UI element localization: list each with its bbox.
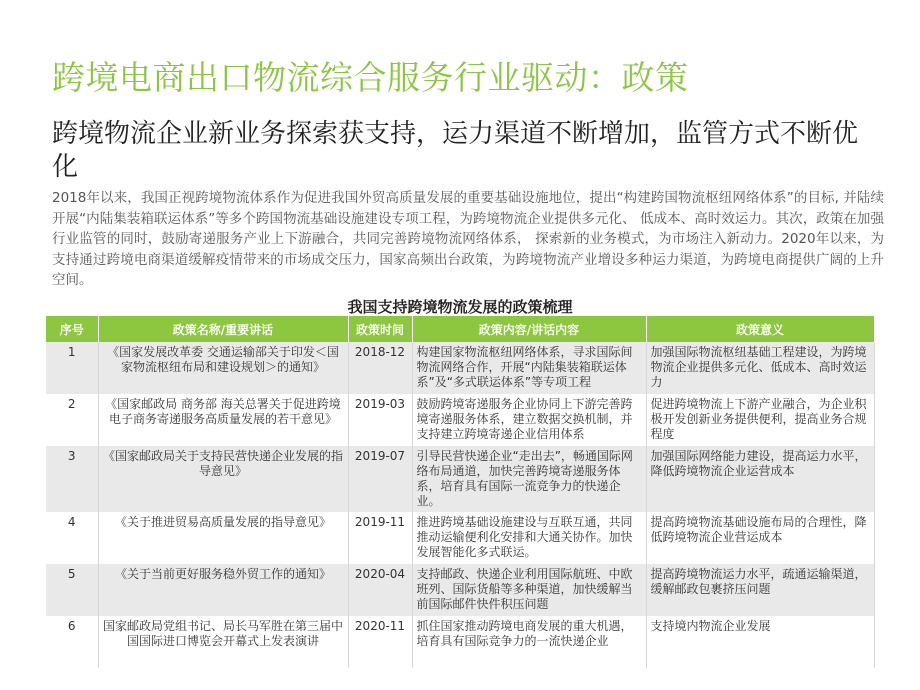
row-policy-date: 2020-04: [348, 564, 412, 616]
table-row: [46, 564, 874, 616]
row-policy-meaning: 支持境内物流企业发展: [646, 616, 874, 668]
table-title: 我国支持跨境物流发展的政策梳理: [347, 298, 573, 316]
row-policy-date: 2019-03: [348, 394, 412, 446]
row-policy-name: 《关于当前更好服务稳外贸工作的通知》: [98, 564, 348, 616]
page-title: 跨境电商出口物流综合服务行业驱动：政策: [52, 58, 689, 97]
header-index: 序号: [46, 316, 98, 342]
page-subtitle: 跨境物流企业新业务探索获支持，运力渠道不断增加，监管方式不断优化: [52, 119, 859, 182]
policy-table: [46, 316, 875, 668]
header-policy-meaning: 政策意义: [646, 316, 874, 342]
policy-table-container: [46, 316, 874, 668]
row-policy-content: 支持邮政、快递企业利用国际航班、中欧班列、国际货船等多种渠道，加快缓解当前国际邮件快件积压问题: [412, 564, 646, 616]
row-policy-name: 《国家发展改革委 交通运输部关于印发＜国家物流枢纽布局和建设规划＞的通知》: [98, 342, 348, 394]
table-header-row: [46, 316, 874, 342]
row-index: 5: [46, 564, 98, 616]
table-row: [46, 616, 874, 668]
row-policy-meaning: 加强国际物流枢纽基础工程建设，为跨境物流企业提供多元化、低成本、高时效运力: [646, 342, 874, 394]
header-policy-name: 政策名称/重要讲话: [98, 316, 348, 342]
row-index: 3: [46, 446, 98, 512]
row-index: 4: [46, 512, 98, 564]
row-index: 1: [46, 342, 98, 394]
row-policy-content: 构建国家物流枢纽网络体系，寻求国际间物流网络合作，开展“内陆集装箱联运体系”及“多式联运体系”等专项工程: [412, 342, 646, 394]
table-row: [46, 512, 874, 564]
row-policy-name: 《国家邮政局关于支持民营快递企业发展的指导意见》: [98, 446, 348, 512]
intro-paragraph: 2018年以来，我国正视跨境物流体系作为促进我国外贸高质量发展的重要基础设施地位，提出“构建跨国物流枢纽网络体系”的目标, 并陆续开展“内陆集装箱联运体系”等多个跨国物流基础设施建设专项工程，为跨境物流企业提供多元化、 低成本、高时效运力。其次，政策在加强行业监管的同时，鼓励寄递服务产业上下游融合，共同完善跨境物流网络体系， 探索新的业务模式，为市场注入新动力。2020年以来，为支持通过跨境电商渠道缓解疫情带来的市场成交压力，国家高频出台政策，为跨境物流产业增设多种运力渠道，为跨境电商提供广阔的上升空间。: [52, 190, 884, 289]
row-policy-date: 2019-11: [348, 512, 412, 564]
row-policy-meaning: 提高跨境物流基础设施布局的合理性，降低跨境物流企业营运成本: [646, 512, 874, 564]
row-policy-date: 2019-07: [348, 446, 412, 512]
row-policy-date: 2018-12: [348, 342, 412, 394]
row-index: 6: [46, 616, 98, 668]
row-policy-name: 国家邮政局党组书记、局长马军胜在第三届中国国际进口博览会开幕式上发表演讲: [98, 616, 348, 668]
row-policy-meaning: 加强国际网络能力建设，提高运力水平，降低跨境物流企业运营成本: [646, 446, 874, 512]
row-policy-content: 抓住国家推动跨境电商发展的重大机遇，培育具有国际竞争力的一流快递企业: [412, 616, 646, 668]
table-row: [46, 342, 874, 394]
row-policy-meaning: 提高跨境物流运力水平，疏通运输渠道，缓解邮政包裹挤压问题: [646, 564, 874, 616]
header-policy-content: 政策内容/讲话内容: [412, 316, 646, 342]
row-index: 2: [46, 394, 98, 446]
row-policy-name: 《国家邮政局 商务部 海关总署关于促进跨境电子商务寄递服务高质量发展的若干意见》: [98, 394, 348, 446]
row-policy-content: 引导民营快递企业“走出去”，畅通国际网络布局通道，加快完善跨境寄递服务体系，培育具有国际一流竞争力的快递企业。: [412, 446, 646, 512]
row-policy-date: 2020-11: [348, 616, 412, 668]
header-policy-date: 政策时间: [348, 316, 412, 342]
row-policy-content: 鼓励跨境寄递服务企业协同上下游完善跨境寄递服务体系，建立数据交换机制，并支持建立跨境寄递企业信用体系: [412, 394, 646, 446]
row-policy-name: 《关于推进贸易高质量发展的指导意见》: [98, 512, 348, 564]
row-policy-content: 推进跨境基础设施建设与互联互通，共同推动运输便利化安排和大通关协作。加快发展智能化多式联运。: [412, 512, 646, 564]
table-row: [46, 394, 874, 446]
row-policy-meaning: 促进跨境物流上下游产业融合，为企业积极开发创新业务提供便利，提高业务合规程度: [646, 394, 874, 446]
table-row: [46, 446, 874, 512]
